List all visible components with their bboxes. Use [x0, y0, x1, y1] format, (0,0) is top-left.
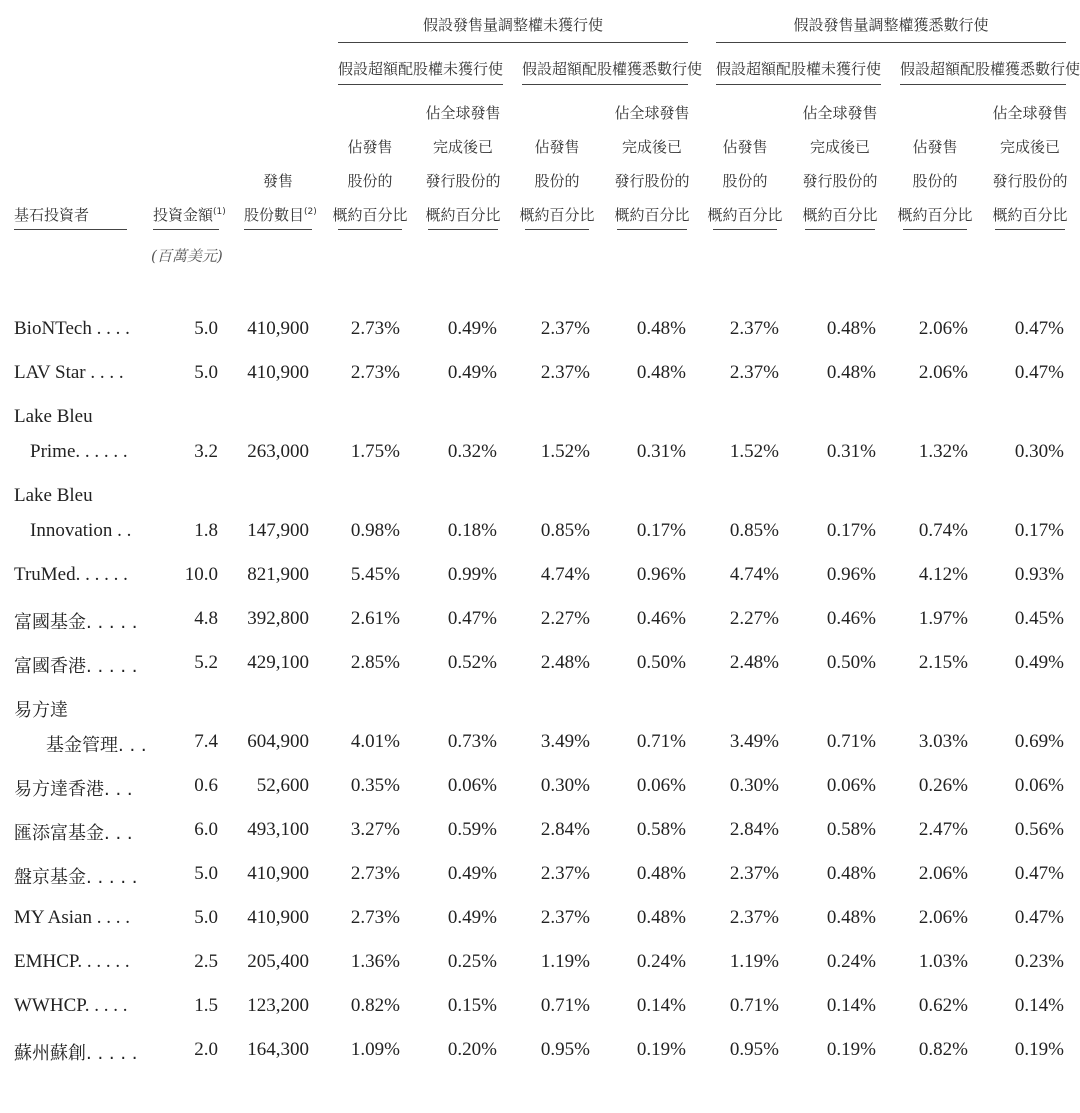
percentage-cell: 0.56% [1014, 819, 1064, 840]
col-underline [713, 229, 777, 230]
col-header-pct-line: 發行股份的 [614, 172, 690, 190]
percentage-cell: 0.95% [729, 1039, 779, 1060]
percentage-cell: 0.58% [826, 819, 876, 840]
percentage-cell: 0.24% [826, 951, 876, 972]
amount-cell: 5.2 [194, 652, 218, 673]
percentage-cell: 1.09% [350, 1039, 400, 1060]
percentage-cell: 0.95% [540, 1039, 590, 1060]
percentage-cell: 1.03% [918, 951, 968, 972]
percentage-cell: 0.30% [729, 775, 779, 796]
shares-cell: 410,900 [247, 907, 309, 928]
group-header-not-exercised: 假設發售量調整權未獲行使 [422, 16, 603, 34]
group-header-fully-exercised: 假設發售量調整權獲悉數行使 [793, 16, 989, 34]
percentage-cell: 2.37% [729, 907, 779, 928]
percentage-cell: 2.06% [918, 318, 968, 339]
percentage-cell: 4.01% [350, 731, 400, 752]
percentage-cell: 3.03% [918, 731, 968, 752]
amount-cell: 3.2 [194, 441, 218, 462]
col-underline [338, 229, 402, 230]
percentage-cell: 1.36% [350, 951, 400, 972]
amount-cell: 5.0 [194, 318, 218, 339]
amount-cell: 6.0 [194, 819, 218, 840]
percentage-cell: 0.49% [1014, 652, 1064, 673]
percentage-cell: 2.37% [540, 863, 590, 884]
percentage-cell: 0.69% [1014, 731, 1064, 752]
amount-cell: 4.8 [194, 608, 218, 629]
amount-cell: 1.5 [194, 995, 218, 1016]
amount-cell: 2.0 [194, 1039, 218, 1060]
percentage-cell: 1.19% [540, 951, 590, 972]
percentage-cell: 0.71% [826, 731, 876, 752]
col-underline [428, 229, 498, 230]
investor-name: WWHCP. . . . . [14, 995, 128, 1016]
col-header-pct-line: 概約百分比 [332, 206, 408, 224]
percentage-cell: 0.48% [636, 863, 686, 884]
percentage-cell: 0.17% [826, 520, 876, 541]
percentage-cell: 0.35% [350, 775, 400, 796]
percentage-cell: 0.48% [636, 362, 686, 383]
subheader-overallotment-not-exercised: 假設超額配股權未獲行使 [338, 60, 504, 78]
percentage-cell: 0.50% [826, 652, 876, 673]
percentage-cell: 0.47% [1014, 362, 1064, 383]
investor-name: BioNTech . . . . [14, 318, 130, 339]
col-header-pct-line: 股份的 [912, 172, 958, 190]
percentage-cell: 2.47% [918, 819, 968, 840]
shares-cell: 821,900 [247, 564, 309, 585]
col-underline [525, 229, 589, 230]
col-underline [153, 229, 219, 230]
percentage-cell: 0.46% [826, 608, 876, 629]
percentage-cell: 2.06% [918, 362, 968, 383]
shares-cell: 123,200 [247, 995, 309, 1016]
col-header-pct-line: 概約百分比 [802, 206, 878, 224]
investor-name: 易方達香港. . . [14, 779, 133, 800]
percentage-cell: 0.71% [636, 731, 686, 752]
percentage-cell: 2.37% [729, 863, 779, 884]
amount-cell: 7.4 [194, 731, 218, 752]
percentage-cell: 0.19% [636, 1039, 686, 1060]
percentage-cell: 0.50% [636, 652, 686, 673]
percentage-cell: 2.73% [350, 907, 400, 928]
col-header-pct-line: 概約百分比 [614, 206, 690, 224]
percentage-cell: 0.49% [447, 907, 497, 928]
shares-cell: 604,900 [247, 731, 309, 752]
percentage-cell: 0.71% [540, 995, 590, 1016]
amount-cell: 2.5 [194, 951, 218, 972]
percentage-cell: 5.45% [350, 564, 400, 585]
percentage-cell: 3.49% [540, 731, 590, 752]
percentage-cell: 0.45% [1014, 608, 1064, 629]
subheader-divider [522, 84, 688, 85]
percentage-cell: 0.49% [447, 863, 497, 884]
percentage-cell: 0.85% [540, 520, 590, 541]
col-header-pct-line: 佔發售 [722, 138, 768, 156]
percentage-cell: 0.06% [826, 775, 876, 796]
percentage-cell: 2.84% [729, 819, 779, 840]
col-header-pct-line: 佔發售 [347, 138, 393, 156]
percentage-cell: 0.17% [1014, 520, 1064, 541]
col-underline [14, 229, 127, 230]
shares-cell: 147,900 [247, 520, 309, 541]
percentage-cell: 0.26% [918, 775, 968, 796]
percentage-cell: 1.52% [540, 441, 590, 462]
investor-name: 匯添富基金. . . [14, 823, 133, 844]
col-header-pct-line: 概約百分比 [897, 206, 973, 224]
group-divider [338, 42, 688, 43]
investor-name: 基金管理. . . [46, 735, 147, 756]
percentage-cell: 2.48% [729, 652, 779, 673]
shares-cell: 392,800 [247, 608, 309, 629]
percentage-cell: 2.37% [540, 362, 590, 383]
investor-name: TruMed. . . . . . [14, 564, 128, 585]
percentage-cell: 0.15% [447, 995, 497, 1016]
col-underline [805, 229, 875, 230]
percentage-cell: 0.49% [447, 362, 497, 383]
col-header-pct-line: 概約百分比 [519, 206, 595, 224]
percentage-cell: 0.74% [918, 520, 968, 541]
percentage-cell: 0.18% [447, 520, 497, 541]
amount-cell: 1.8 [194, 520, 218, 541]
percentage-cell: 0.93% [1014, 564, 1064, 585]
percentage-cell: 0.85% [729, 520, 779, 541]
col-header-pct-line: 佔全球發售 [802, 104, 878, 122]
percentage-cell: 1.32% [918, 441, 968, 462]
percentage-cell: 0.99% [447, 564, 497, 585]
subheader-overallotment-fully-exercised: 假設超額配股權獲悉數行使 [900, 60, 1080, 78]
amount-unit: (百萬美元) [151, 247, 223, 265]
amount-cell: 0.6 [194, 775, 218, 796]
percentage-cell: 3.49% [729, 731, 779, 752]
col-header-pct-line: 概約百分比 [707, 206, 783, 224]
percentage-cell: 0.62% [918, 995, 968, 1016]
investor-name: EMHCP. . . . . . [14, 951, 130, 972]
amount-cell: 5.0 [194, 907, 218, 928]
col-header-pct-line: 發行股份的 [992, 172, 1068, 190]
percentage-cell: 2.15% [918, 652, 968, 673]
percentage-cell: 3.27% [350, 819, 400, 840]
col-header-amount: 投資金額$^{(1)}$ [153, 206, 226, 224]
amount-cell: 5.0 [194, 863, 218, 884]
percentage-cell: 0.59% [447, 819, 497, 840]
percentage-cell: 0.17% [636, 520, 686, 541]
col-header-pct-line: 佔發售 [912, 138, 958, 156]
percentage-cell: 0.24% [636, 951, 686, 972]
investor-name: LAV Star . . . . [14, 362, 124, 383]
col-header-pct-line: 發行股份的 [802, 172, 878, 190]
percentage-cell: 0.06% [636, 775, 686, 796]
investor-name: MY Asian . . . . [14, 907, 130, 928]
percentage-cell: 0.49% [447, 318, 497, 339]
percentage-cell: 2.37% [540, 907, 590, 928]
col-header-pct-line: 佔發售 [534, 138, 580, 156]
col-header-pct-line: 佔全球發售 [614, 104, 690, 122]
shares-cell: 410,900 [247, 362, 309, 383]
percentage-cell: 0.52% [447, 652, 497, 673]
percentage-cell: 0.31% [826, 441, 876, 462]
amount-cell: 5.0 [194, 362, 218, 383]
col-header-pct-line: 概約百分比 [425, 206, 501, 224]
percentage-cell: 1.19% [729, 951, 779, 972]
percentage-cell: 0.06% [447, 775, 497, 796]
percentage-cell: 2.06% [918, 863, 968, 884]
percentage-cell: 2.73% [350, 863, 400, 884]
shares-cell: 410,900 [247, 863, 309, 884]
col-header-pct-line: 完成後已 [621, 138, 682, 156]
percentage-cell: 0.23% [1014, 951, 1064, 972]
percentage-cell: 0.14% [1014, 995, 1064, 1016]
col-header-pct-line: 股份的 [722, 172, 768, 190]
shares-cell: 205,400 [247, 951, 309, 972]
col-header-pct-line: 股份的 [534, 172, 580, 190]
shares-cell: 493,100 [247, 819, 309, 840]
percentage-cell: 4.74% [729, 564, 779, 585]
shares-cell: 263,000 [247, 441, 309, 462]
percentage-cell: 2.37% [729, 362, 779, 383]
percentage-cell: 0.47% [447, 608, 497, 629]
percentage-cell: 0.98% [350, 520, 400, 541]
col-header-shares-line2: 股份數目$^{(2)}$ [244, 206, 317, 224]
col-underline [617, 229, 687, 230]
percentage-cell: 2.61% [350, 608, 400, 629]
percentage-cell: 0.30% [540, 775, 590, 796]
col-header-pct-line: 概約百分比 [992, 206, 1068, 224]
col-header-pct-line: 佔全球發售 [425, 104, 501, 122]
percentage-cell: 0.47% [1014, 907, 1064, 928]
col-header-pct-line: 佔全球發售 [992, 104, 1068, 122]
col-header-pct-line: 股份的 [347, 172, 393, 190]
percentage-cell: 0.73% [447, 731, 497, 752]
subheader-divider [338, 84, 503, 85]
percentage-cell: 0.48% [826, 362, 876, 383]
subheader-divider [900, 84, 1066, 85]
percentage-cell: 0.71% [729, 995, 779, 1016]
percentage-cell: 2.73% [350, 318, 400, 339]
col-header-pct-line: 完成後已 [432, 138, 493, 156]
percentage-cell: 1.97% [918, 608, 968, 629]
percentage-cell: 2.85% [350, 652, 400, 673]
investor-name: 易方達 [14, 700, 68, 721]
col-header-pct-line: 完成後已 [999, 138, 1060, 156]
percentage-cell: 0.46% [636, 608, 686, 629]
percentage-cell: 4.74% [540, 564, 590, 585]
percentage-cell: 0.19% [826, 1039, 876, 1060]
percentage-cell: 0.20% [447, 1039, 497, 1060]
investor-name: 富國基金. . . . . [14, 612, 138, 633]
percentage-cell: 0.25% [447, 951, 497, 972]
percentage-cell: 2.27% [729, 608, 779, 629]
percentage-cell: 2.27% [540, 608, 590, 629]
investor-name: 蘇州蘇創. . . . . [14, 1043, 138, 1064]
percentage-cell: 0.48% [826, 863, 876, 884]
percentage-cell: 0.14% [826, 995, 876, 1016]
percentage-cell: 0.96% [636, 564, 686, 585]
percentage-cell: 2.37% [729, 318, 779, 339]
percentage-cell: 0.48% [826, 318, 876, 339]
percentage-cell: 2.06% [918, 907, 968, 928]
col-underline [995, 229, 1065, 230]
percentage-cell: 1.52% [729, 441, 779, 462]
shares-cell: 429,100 [247, 652, 309, 673]
percentage-cell: 0.82% [918, 1039, 968, 1060]
percentage-cell: 2.37% [540, 318, 590, 339]
percentage-cell: 2.73% [350, 362, 400, 383]
shares-cell: 164,300 [247, 1039, 309, 1060]
investor-name: Prime. . . . . . [30, 441, 128, 462]
investor-name: 富國香港. . . . . [14, 656, 138, 677]
col-underline [244, 229, 312, 230]
percentage-cell: 2.84% [540, 819, 590, 840]
subheader-divider [716, 84, 881, 85]
col-header-pct-line: 完成後已 [809, 138, 870, 156]
subheader-overallotment-not-exercised: 假設超額配股權未獲行使 [716, 60, 882, 78]
amount-cell: 10.0 [184, 564, 218, 585]
percentage-cell: 0.32% [447, 441, 497, 462]
percentage-cell: 0.06% [1014, 775, 1064, 796]
percentage-cell: 0.82% [350, 995, 400, 1016]
investor-name: Innovation . . [30, 520, 132, 541]
subheader-overallotment-fully-exercised: 假設超額配股權獲悉數行使 [522, 60, 703, 78]
col-header-shares-line1: 發售 [262, 172, 293, 190]
percentage-cell: 0.47% [1014, 863, 1064, 884]
percentage-cell: 0.48% [636, 907, 686, 928]
percentage-cell: 0.48% [826, 907, 876, 928]
investor-name: Lake Bleu [14, 406, 93, 427]
percentage-cell: 0.48% [636, 318, 686, 339]
percentage-cell: 0.47% [1014, 318, 1064, 339]
shares-cell: 410,900 [247, 318, 309, 339]
investor-name: 盤京基金. . . . . [14, 867, 138, 888]
percentage-cell: 2.48% [540, 652, 590, 673]
percentage-cell: 1.75% [350, 441, 400, 462]
col-header-pct-line: 發行股份的 [425, 172, 501, 190]
percentage-cell: 0.30% [1014, 441, 1064, 462]
percentage-cell: 0.31% [636, 441, 686, 462]
percentage-cell: 4.12% [918, 564, 968, 585]
percentage-cell: 0.14% [636, 995, 686, 1016]
percentage-cell: 0.58% [636, 819, 686, 840]
col-underline [903, 229, 967, 230]
shares-cell: 52,600 [256, 775, 309, 796]
col-header-investor: 基石投資者 [14, 206, 90, 224]
investor-name: Lake Bleu [14, 485, 93, 506]
percentage-cell: 0.19% [1014, 1039, 1064, 1060]
group-divider [716, 42, 1066, 43]
percentage-cell: 0.96% [826, 564, 876, 585]
